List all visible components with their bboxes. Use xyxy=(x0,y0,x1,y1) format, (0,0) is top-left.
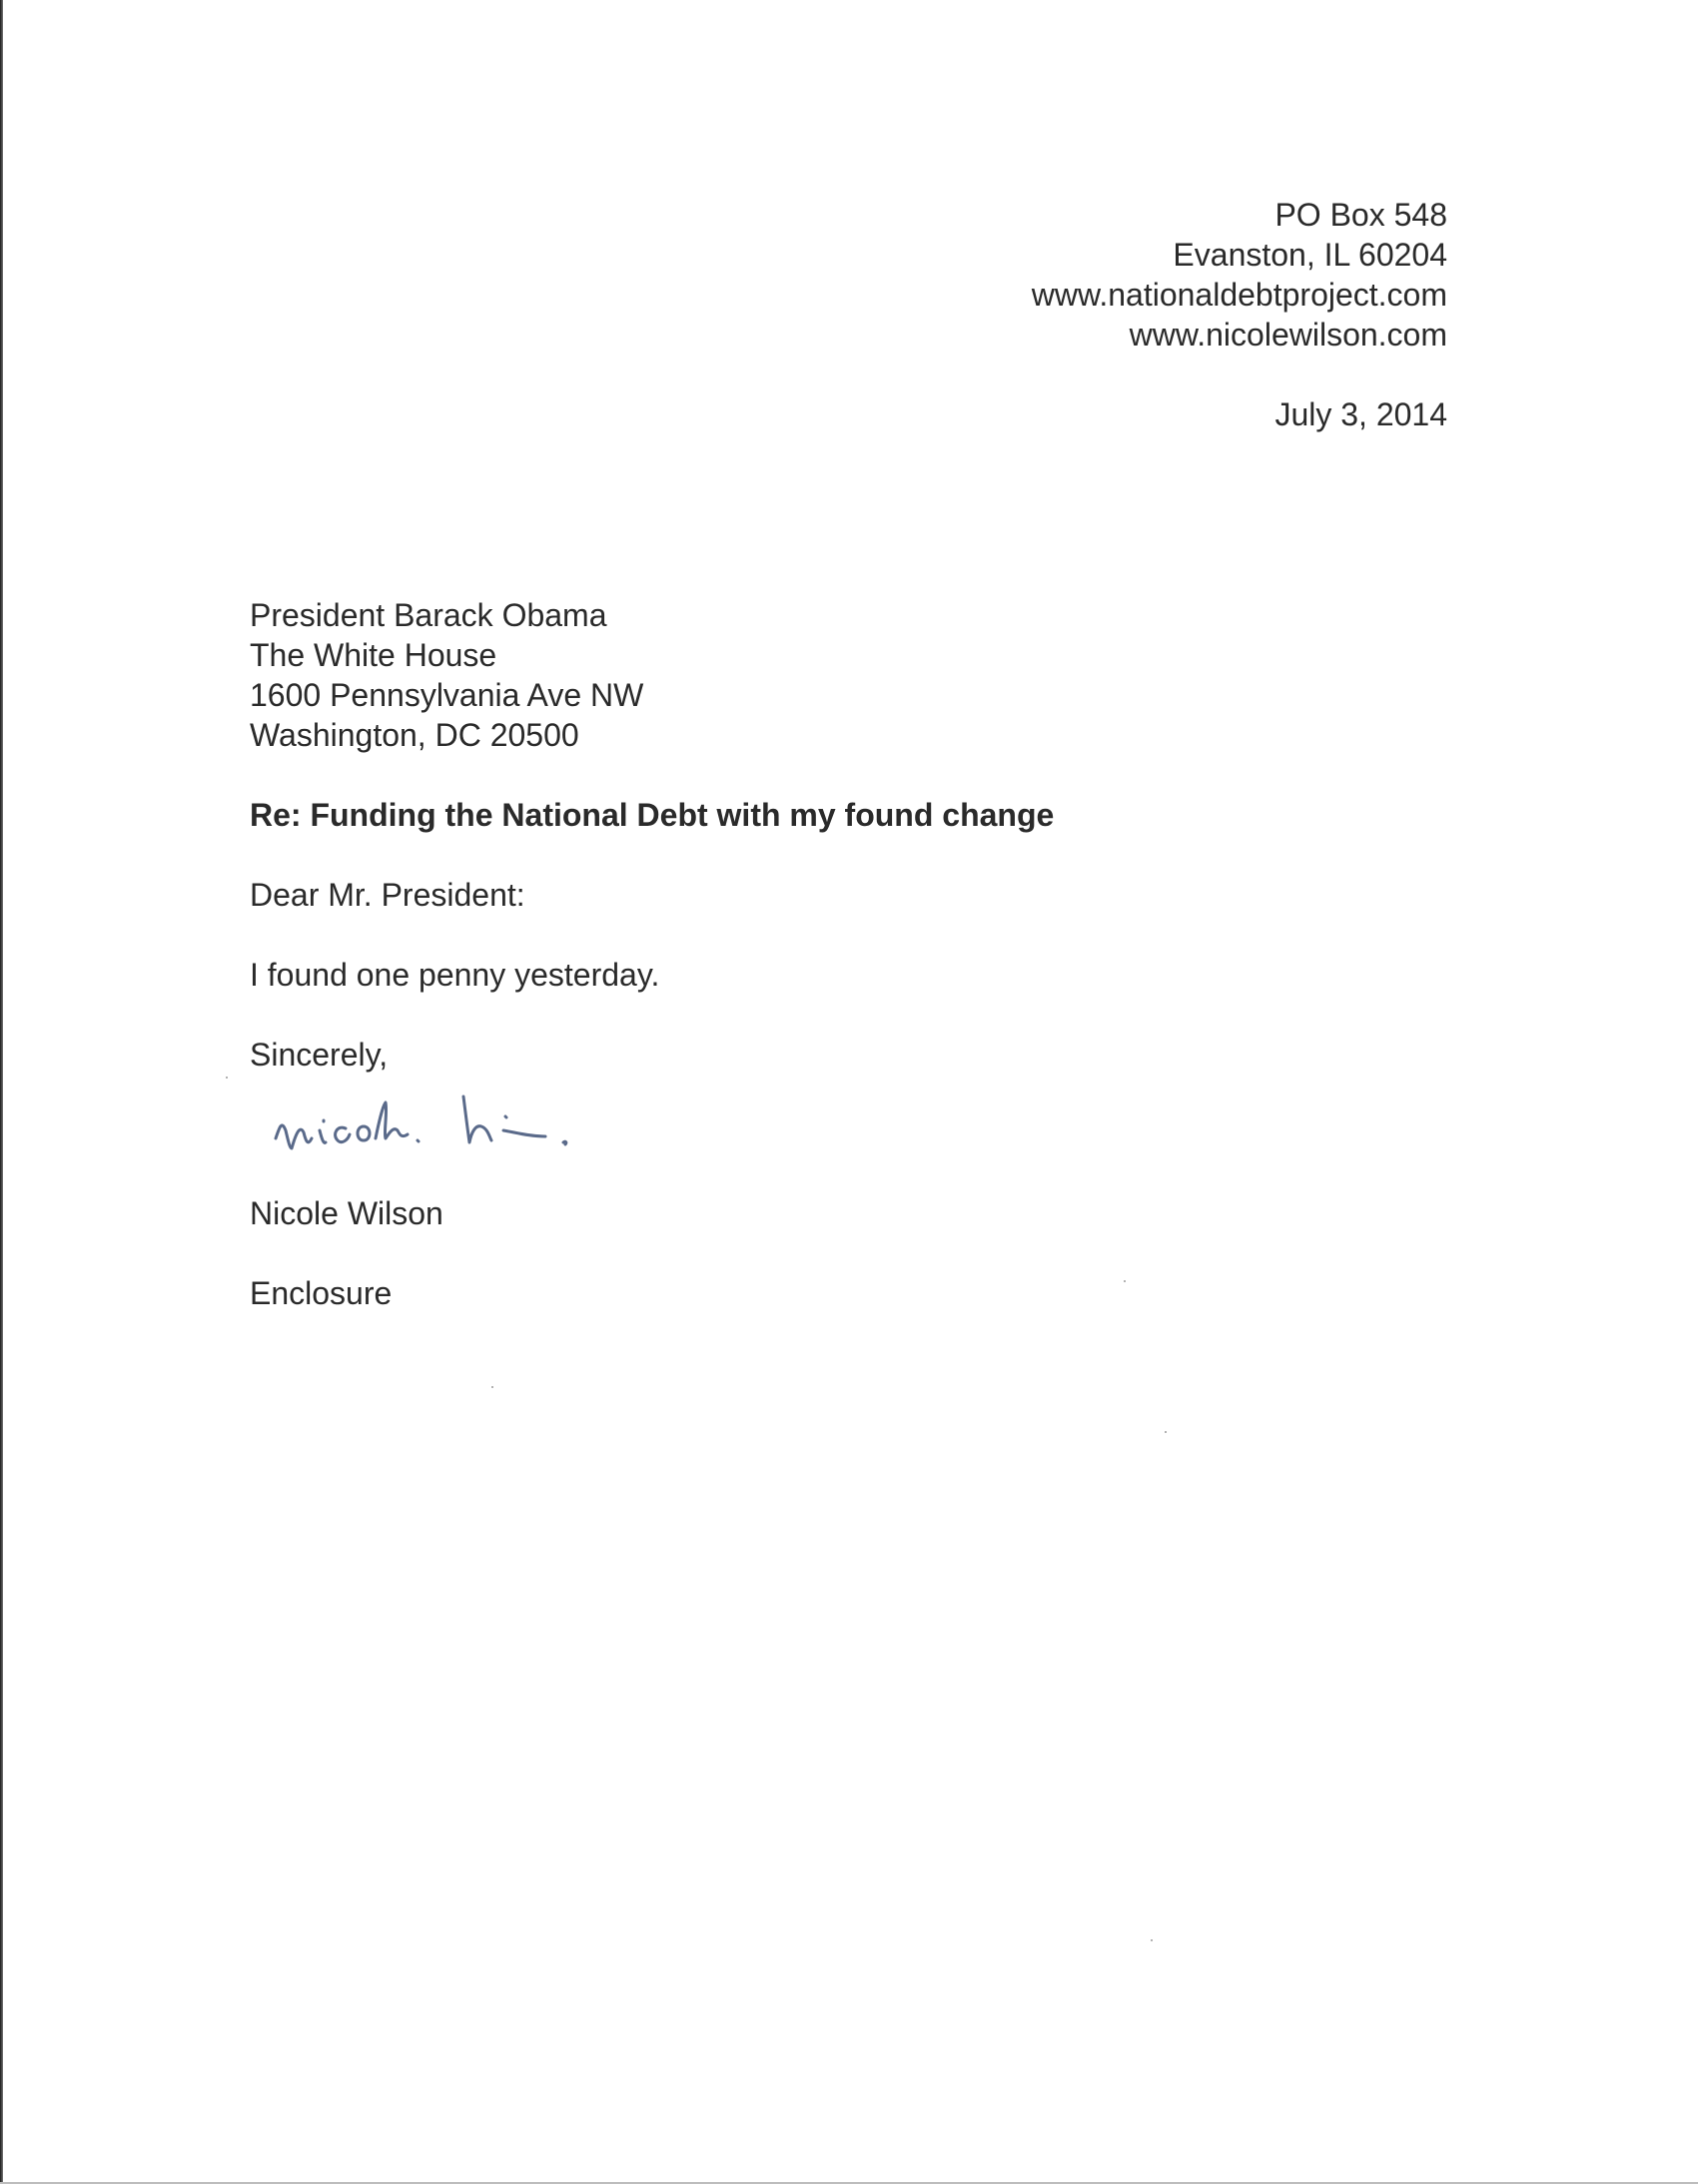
enclosure-note: Enclosure xyxy=(250,1275,393,1311)
recipient-name: President Barack Obama xyxy=(250,597,607,633)
scan-speck xyxy=(1124,1280,1126,1282)
sender-website-national-debt: www.nationaldebtproject.com xyxy=(1031,277,1447,313)
signer-name: Nicole Wilson xyxy=(250,1195,443,1231)
handwritten-signature xyxy=(268,1069,607,1178)
letter-date: July 3, 2014 xyxy=(1274,396,1447,432)
recipient-street: 1600 Pennsylvania Ave NW xyxy=(250,677,644,713)
salutation: Dear Mr. President: xyxy=(250,877,525,913)
scan-speck xyxy=(491,1386,493,1388)
scan-speck xyxy=(1151,1939,1153,1941)
closing: Sincerely, xyxy=(250,1037,389,1073)
subject-line: Re: Funding the National Debt with my found change xyxy=(250,797,1055,833)
scan-speck xyxy=(226,1077,228,1079)
sender-website-personal: www.nicolewilson.com xyxy=(1129,317,1447,353)
recipient-organization: The White House xyxy=(250,637,497,673)
scan-speck xyxy=(1165,1431,1167,1433)
letter-body: I found one penny yesterday. xyxy=(250,957,660,993)
sender-address-line1: PO Box 548 xyxy=(1274,197,1447,233)
sender-address-line2: Evanston, IL 60204 xyxy=(1173,237,1447,273)
scan-left-edge xyxy=(0,0,3,2184)
recipient-city-state-zip: Washington, DC 20500 xyxy=(250,717,579,753)
